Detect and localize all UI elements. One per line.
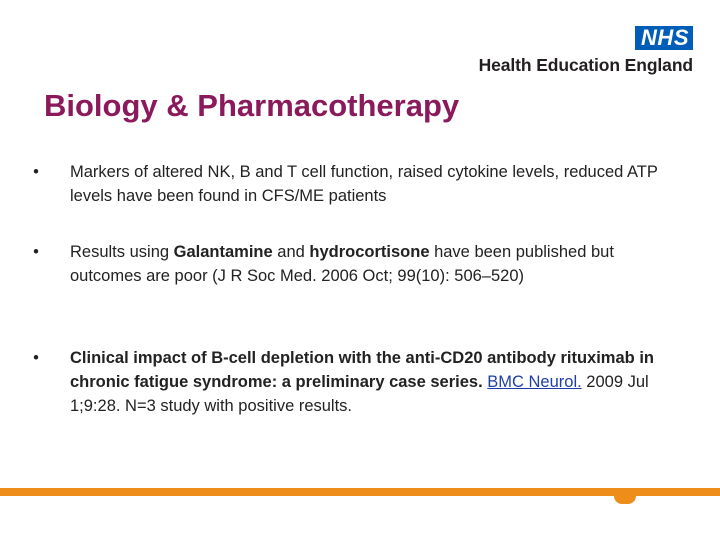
nhs-logo — [479, 26, 693, 75]
bullet-marker: • — [33, 243, 39, 261]
bullet-item-1 — [28, 160, 678, 208]
drug-name-hydrocortisone: hydrocortisone — [309, 243, 430, 261]
bullet-text: Markers of altered NK, B and T cell function, raised cytokine levels, reduced ATP levels have been found in CFS/ME patients — [70, 163, 658, 205]
bullet-marker: • — [33, 163, 39, 181]
bullet-item-3 — [28, 346, 678, 418]
bullet-text-part: Results using — [70, 243, 174, 261]
footer-bar — [0, 488, 720, 496]
bullet-marker: • — [33, 349, 39, 367]
org-name: Health Education England — [478, 55, 693, 75]
bullet-text-part: and — [272, 243, 310, 261]
footer-bar-tab — [614, 496, 636, 504]
slide-title: Biology & Pharmacotherapy — [44, 88, 460, 123]
bullet-text-part: have been published but outcomes are poor (J R Soc Med. 2006 Oct; 99(10): 506–520) — [70, 243, 614, 285]
nhs-badge: NHS — [635, 26, 693, 50]
bullet-text-part: 2009 Jul 1;9:28. N=3 study with positive results. — [70, 373, 649, 415]
bullet-item-2 — [28, 240, 678, 288]
drug-name-galantamine: Galantamine — [173, 243, 273, 261]
journal-link[interactable]: BMC Neurol. — [487, 373, 582, 391]
citation-title: Clinical impact of B-cell depletion with the anti-CD20 antibody rituximab in chronic fatigue syndrome: a preliminary case series. — [70, 349, 654, 391]
